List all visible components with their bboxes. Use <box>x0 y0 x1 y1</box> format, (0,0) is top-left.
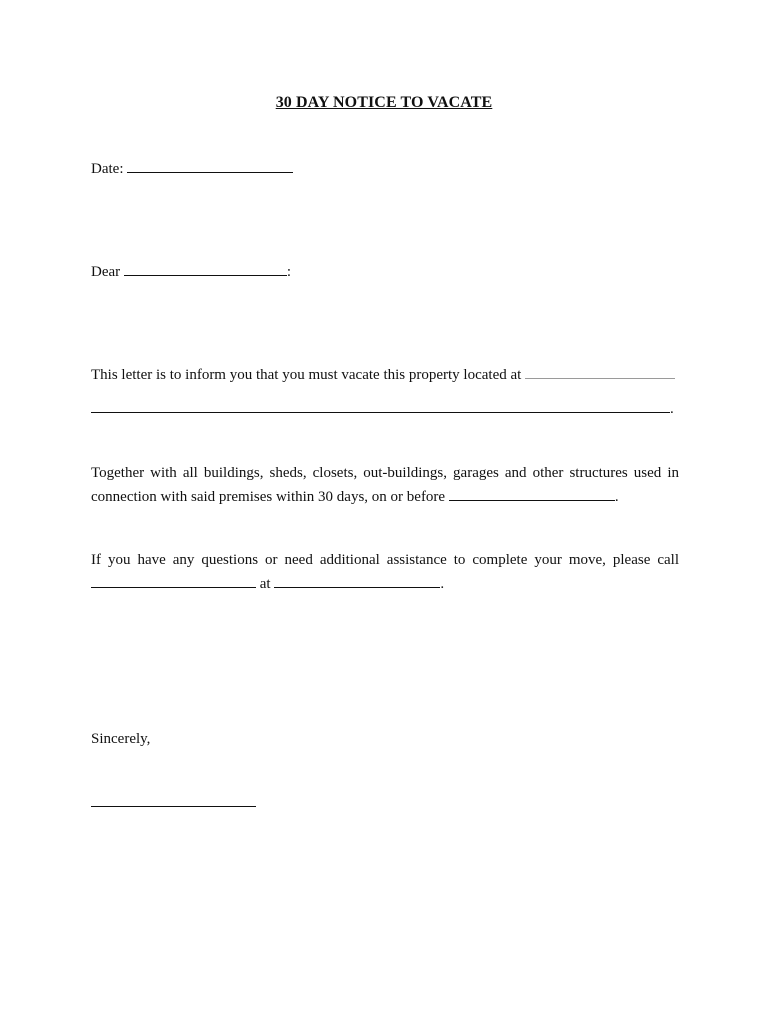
closing: Sincerely, <box>91 731 151 747</box>
property-address-blank-2[interactable] <box>91 398 670 413</box>
paragraph3-line2 <box>91 573 444 593</box>
paragraph3-line1: If you have any questions or need additional assistance to complete your move, please call <box>91 552 679 568</box>
paragraph1-line1 <box>91 364 675 384</box>
salutation-line <box>91 261 291 281</box>
date-line <box>91 158 293 178</box>
salutation-suffix: : <box>286 264 292 280</box>
paragraph3-connector: at <box>259 576 271 592</box>
paragraph3-end: . <box>440 576 445 592</box>
paragraph2-end: . <box>614 489 619 505</box>
date-blank[interactable] <box>127 158 293 173</box>
signature-line[interactable] <box>91 806 256 807</box>
contact-name-blank[interactable] <box>91 573 256 588</box>
paragraph2-line1: Together with all buildings, sheds, closets, out-buildings, garages and other structures used in <box>91 465 679 481</box>
property-address-blank-1[interactable] <box>525 364 675 379</box>
date-label: Date: <box>91 161 124 177</box>
vacate-date-blank[interactable] <box>449 486 615 501</box>
contact-phone-blank[interactable] <box>274 573 440 588</box>
paragraph1-text: This letter is to inform you that you must vacate this property located at <box>91 367 522 383</box>
salutation-prefix: Dear <box>91 264 121 280</box>
paragraph2-line2 <box>91 486 619 506</box>
paragraph1-line2 <box>91 398 674 418</box>
recipient-name-blank[interactable] <box>124 261 287 276</box>
paragraph1-end: . <box>670 401 674 417</box>
paragraph2-text: connection with said premises within 30 days, on or before <box>91 489 446 505</box>
document-title: 30 DAY NOTICE TO VACATE <box>275 94 493 111</box>
